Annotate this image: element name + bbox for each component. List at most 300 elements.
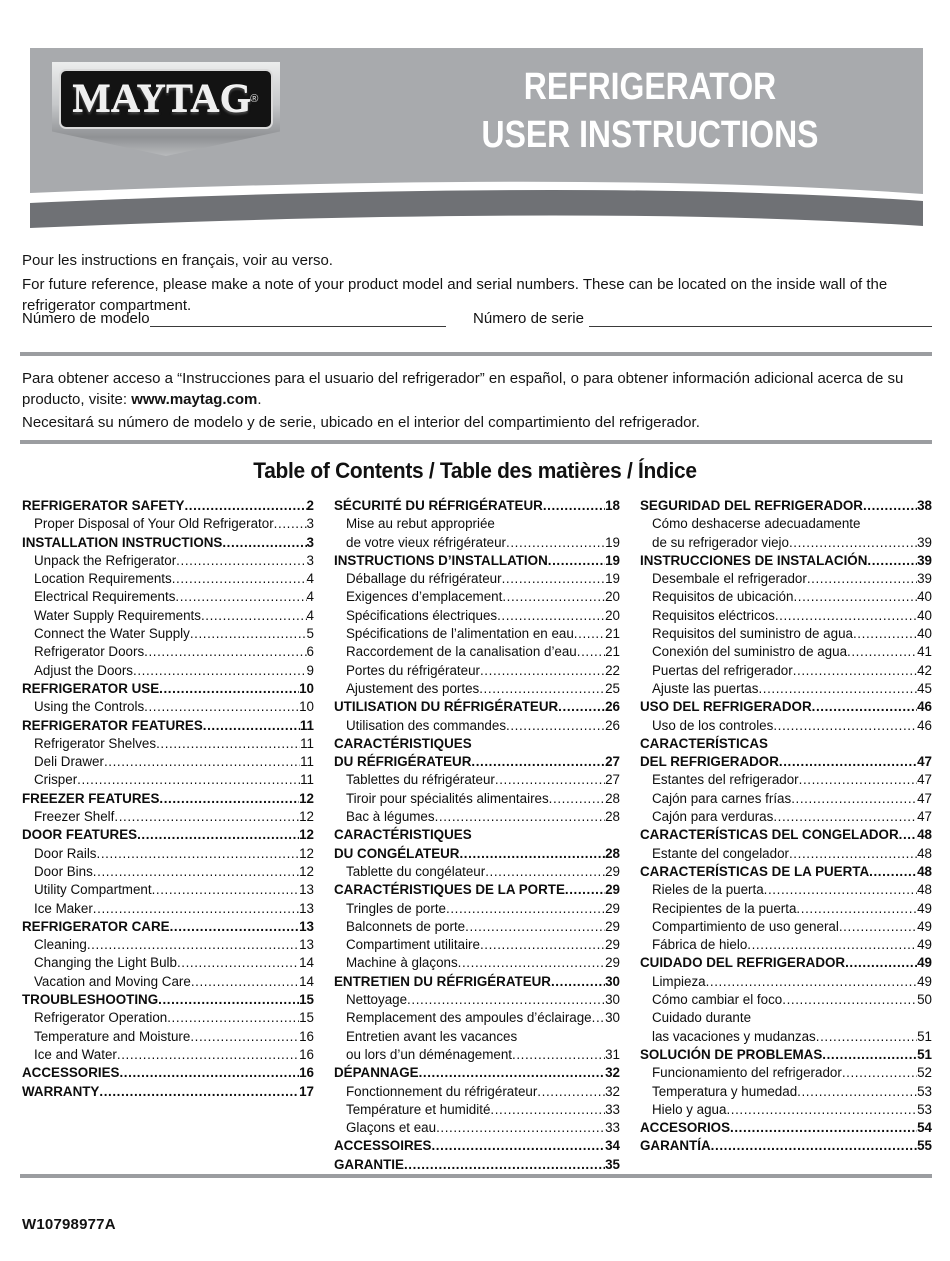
toc-sub-entry <box>334 607 620 625</box>
toc-entry-label: de su refrigerador viejo <box>652 534 789 550</box>
toc-sub-entry <box>22 552 314 570</box>
toc-page-number: 40 <box>917 607 932 623</box>
toc-sub-entry <box>334 588 620 606</box>
toc-page-number: 12 <box>299 790 314 806</box>
dot-leader <box>796 900 917 918</box>
dot-leader <box>502 570 606 588</box>
future-reference-paragraph: For future reference, please make a note of your product model and serial numbers. These can be located on the inside wall of the refrigerator compartment. <box>22 276 888 314</box>
toc-entry-label: Deli Drawer <box>34 754 104 770</box>
dot-leader <box>170 918 300 936</box>
document-title <box>423 63 877 159</box>
maytag-logo-text: MAYTAG <box>71 76 251 121</box>
toc-sub-entry <box>640 771 932 789</box>
toc-entry-label: SEGURIDAD DEL REFRIGERADOR <box>640 498 863 513</box>
toc-sub-entry <box>640 1101 932 1119</box>
toc-sub-entry <box>334 1009 620 1027</box>
toc-page-number: 49 <box>917 918 932 934</box>
toc-page-number: 16 <box>299 1028 314 1044</box>
toc-entry-label: Cajón para carnes frías <box>652 790 792 806</box>
toc-entry-label: CARACTÉRISTIQUES DE LA PORTE <box>334 882 565 898</box>
document-title-line1: REFRIGERATOR <box>523 66 777 108</box>
toc-entry-line2 <box>346 1046 620 1064</box>
toc-sub-entry <box>22 1009 314 1027</box>
toc-sub-entry <box>334 662 620 680</box>
dot-leader <box>548 552 605 570</box>
toc-section-entry <box>22 534 314 552</box>
dot-leader <box>816 1028 917 1046</box>
serial-number-field <box>473 308 932 327</box>
toc-page-number: 32 <box>605 1065 620 1081</box>
toc-sub-entry <box>640 643 932 661</box>
toc-entry-label: Recipientes de la puerta <box>652 900 797 916</box>
toc-page-number: 48 <box>917 863 932 879</box>
toc-entry-label: ACCESORIOS <box>640 1120 731 1136</box>
toc-entry-label: Temperature and Moisture <box>34 1028 191 1044</box>
toc-sub-entry <box>640 515 932 552</box>
toc-section-entry <box>334 1156 620 1174</box>
toc-section-entry <box>640 1119 932 1137</box>
dot-leader <box>565 881 605 899</box>
dot-leader <box>97 845 300 863</box>
toc-entry-line2 <box>652 1028 932 1046</box>
toc-sub-entry <box>334 643 620 661</box>
toc-page-number: 10 <box>299 699 314 715</box>
toc-page-number: 17 <box>299 1083 314 1099</box>
toc-page-number: 49 <box>917 973 932 989</box>
toc-entry-label: Estantes del refrigerador <box>652 772 799 788</box>
toc-page-number: 5 <box>306 626 314 642</box>
toc-section-entry <box>334 973 620 991</box>
dot-leader <box>779 753 917 771</box>
dot-leader <box>773 717 917 735</box>
toc-entry-line1: CARACTÉRISTIQUES <box>334 827 472 843</box>
toc-entry-label: Temperatura y humedad <box>652 1083 798 1099</box>
toc-entry-label: INSTRUCTIONS D’INSTALLATION <box>334 552 548 568</box>
toc-entry-label: Adjust the Doors <box>34 662 133 678</box>
dot-leader <box>479 680 605 698</box>
dot-leader <box>543 497 605 515</box>
dot-leader <box>822 1046 917 1064</box>
toc-sub-entry <box>334 1119 620 1137</box>
toc-page-number: 41 <box>917 644 932 660</box>
toc-sub-entry <box>334 808 620 826</box>
toc-page-number: 28 <box>605 790 620 806</box>
toc-section-entry <box>22 497 314 515</box>
toc-section-entry <box>334 497 620 515</box>
toc-section-entry <box>334 881 620 899</box>
toc-section-entry <box>640 954 932 972</box>
toc-sub-entry <box>640 845 932 863</box>
toc-page-number: 4 <box>306 607 314 623</box>
dot-leader <box>191 973 299 991</box>
toc-page-number: 18 <box>605 498 620 513</box>
toc-page-number: 29 <box>605 882 620 898</box>
toc-entry-label: Desembale el refrigerador <box>652 571 807 587</box>
toc-sub-entry <box>22 625 314 643</box>
toc-section-entry <box>22 918 314 936</box>
dot-leader <box>574 625 605 643</box>
toc-sub-entry <box>22 735 314 753</box>
toc-entry-line1: Cuidado durante <box>652 1010 752 1026</box>
toc-sub-entry <box>640 588 932 606</box>
toc-sub-entry <box>22 771 314 789</box>
toc-page-number: 20 <box>605 589 620 605</box>
toc-section-entry <box>640 552 932 570</box>
toc-entry-label: ENTRETIEN DU RÉFRIGÉRATEUR <box>334 973 551 989</box>
toc-section-entry <box>22 826 314 844</box>
dot-leader <box>167 1009 299 1027</box>
dot-leader <box>789 534 917 552</box>
toc-page-number: 13 <box>299 937 314 953</box>
toc-entry-line2 <box>334 845 620 863</box>
toc-entry-label: ou lors d’un déménagement <box>346 1046 513 1062</box>
dot-leader <box>93 900 299 918</box>
maytag-logo <box>52 62 280 156</box>
dot-leader <box>842 1064 917 1082</box>
dot-leader <box>791 790 917 808</box>
toc-page-number: 13 <box>299 918 314 934</box>
toc-entry-label: DÉPANNAGE <box>334 1065 419 1081</box>
toc-entry-label: Fábrica de hielo <box>652 937 748 953</box>
toc-page-number: 9 <box>306 662 314 678</box>
toc-entry-label: Funcionamiento del refrigerador <box>652 1065 842 1081</box>
toc-page-number: 29 <box>605 955 620 971</box>
dot-leader <box>119 1064 299 1082</box>
document-part-number: W10798977A <box>22 1216 116 1233</box>
dot-leader <box>177 954 299 972</box>
toc-section-entry <box>640 698 932 716</box>
toc-section-entry <box>22 1064 314 1082</box>
toc-entry-label: Unpack the Refrigerator <box>34 552 177 568</box>
toc-page-number: 10 <box>299 680 314 696</box>
toc-sub-entry <box>334 790 620 808</box>
toc-title: Table of Contents / Table des matières / Índice <box>253 458 697 483</box>
toc-page-number: 15 <box>299 992 314 1008</box>
dot-leader <box>512 1046 605 1064</box>
toc-sub-entry <box>22 698 314 716</box>
toc-entry-label: Spécifications de l’alimentation en eau <box>346 626 574 642</box>
toc-entry-label: Compartimiento de uso general <box>652 918 839 934</box>
toc-sub-entry <box>640 808 932 826</box>
toc-sub-entry <box>640 1083 932 1101</box>
toc-section-entry <box>22 680 314 698</box>
toc-entry-label: Cómo cambiar el foco <box>652 992 783 1008</box>
toc-entry-label: Electrical Requirements <box>34 589 176 605</box>
dot-leader <box>758 680 917 698</box>
toc-sub-entry <box>334 570 620 588</box>
toc-entry-label: ACCESSORIES <box>22 1065 120 1081</box>
toc-entry-label: Utility Compartment <box>34 882 152 898</box>
dot-leader <box>458 954 605 972</box>
toc-sub-entry <box>640 900 932 918</box>
maytag-logo-plate <box>59 69 273 129</box>
toc-entry-label: Utilisation des commandes <box>346 717 507 733</box>
toc-sub-entry <box>22 662 314 680</box>
toc-entry-label: Refrigerator Shelves <box>34 735 157 751</box>
dot-leader <box>190 625 307 643</box>
toc-page-number: 47 <box>917 772 932 788</box>
toc-entry-label: Ajuste las puertas <box>652 680 759 696</box>
dot-leader <box>793 588 917 606</box>
dot-leader <box>201 607 307 625</box>
toc-page-number: 45 <box>917 680 932 696</box>
dot-leader <box>863 497 917 515</box>
toc-section-entry <box>640 1137 932 1155</box>
toc-entry-label: las vacaciones y mudanzas <box>652 1028 816 1044</box>
toc-entry-label: CUIDADO DEL REFRIGERADOR <box>640 955 846 971</box>
toc-sub-entry <box>640 607 932 625</box>
toc-sub-entry <box>22 607 314 625</box>
dot-leader <box>558 698 605 716</box>
toc-entry-label: Vacation and Moving Care <box>34 973 191 989</box>
toc-page-number: 12 <box>299 845 314 861</box>
dot-leader <box>176 552 306 570</box>
toc-page-number: 28 <box>605 845 620 861</box>
toc-entry-label: Portes du réfrigérateur <box>346 662 480 678</box>
toc-entry-label: Balconnets de porte <box>346 918 466 934</box>
toc-entry-label: REFRIGERATOR USE <box>22 680 160 696</box>
maytag-website-text: www.maytag.com <box>131 391 258 408</box>
toc-page-number: 46 <box>917 699 932 715</box>
toc-page-number: 16 <box>299 1046 314 1062</box>
toc-page-number: 2 <box>306 498 314 513</box>
toc-sub-entry <box>334 991 620 1009</box>
toc-sub-entry <box>22 881 314 899</box>
toc-page-number: 31 <box>605 1046 620 1062</box>
toc-entry-label: Requisitos eléctricos <box>652 607 775 623</box>
toc-entry-line1: Entretien avant les vacances <box>346 1028 518 1044</box>
toc-sub-entry <box>334 515 620 552</box>
toc-section-entry <box>22 790 314 808</box>
toc-sub-entry <box>334 1083 620 1101</box>
dot-leader <box>577 643 605 661</box>
toc-page-number: 13 <box>299 882 314 898</box>
dot-leader <box>485 863 605 881</box>
dot-leader <box>853 625 917 643</box>
horizontal-divider <box>20 440 932 444</box>
dot-leader <box>799 771 917 789</box>
dot-leader <box>869 863 917 881</box>
toc-sub-entry <box>22 643 314 661</box>
toc-column-english <box>22 497 314 1101</box>
dot-leader <box>156 735 300 753</box>
toc-page-number: 11 <box>300 772 314 788</box>
dot-leader <box>711 1137 917 1155</box>
toc-page-number: 39 <box>917 552 932 568</box>
toc-entry-line2 <box>640 753 932 771</box>
toc-sub-entry <box>22 570 314 588</box>
toc-page-number: 48 <box>917 882 932 898</box>
toc-page-number: 39 <box>917 534 932 550</box>
toc-page-number: 32 <box>605 1083 620 1099</box>
toc-page-number: 11 <box>300 754 314 770</box>
toc-entry-label: CARACTERÍSTICAS DEL CONGELADOR <box>640 827 899 843</box>
dot-leader <box>446 900 605 918</box>
toc-section-entry <box>640 863 932 881</box>
dot-leader <box>159 680 299 698</box>
toc-page-number: 29 <box>605 900 620 916</box>
toc-page-number: 12 <box>299 809 314 825</box>
toc-sub-entry <box>334 954 620 972</box>
model-number-field <box>22 308 446 327</box>
header-dark-band <box>30 190 923 228</box>
toc-sub-entry <box>640 918 932 936</box>
toc-page-number: 40 <box>917 626 932 642</box>
toc-page-number: 19 <box>605 552 620 568</box>
toc-page-number: 11 <box>300 735 314 751</box>
dot-leader <box>274 515 307 533</box>
toc-page-number: 47 <box>917 754 932 770</box>
toc-sub-entry <box>22 973 314 991</box>
toc-entry-label: Hielo y agua <box>652 1101 727 1117</box>
toc-page-number: 35 <box>605 1156 620 1172</box>
dot-leader <box>793 662 917 680</box>
toc-page-number: 49 <box>917 955 932 971</box>
toc-page-number: 27 <box>605 772 620 788</box>
dot-leader <box>93 863 299 881</box>
toc-page-number: 3 <box>306 516 314 532</box>
dot-leader <box>471 753 605 771</box>
toc-page-number: 30 <box>605 1010 620 1026</box>
spanish-serial-note: Necesitará su número de modelo y de serie, ubicado en el interior del compartimiento del refrigerador. <box>22 414 700 431</box>
toc-section-entry <box>334 735 620 772</box>
toc-sub-entry <box>334 717 620 735</box>
toc-entry-label: Tringles de porte <box>346 900 446 916</box>
toc-sub-entry <box>334 1028 620 1065</box>
dot-leader <box>114 808 299 826</box>
dot-leader <box>495 771 605 789</box>
toc-entry-label: DU CONGÉLATEUR <box>334 845 460 861</box>
toc-page-number: 14 <box>299 955 314 971</box>
toc-entry-label: REFRIGERATOR CARE <box>22 918 170 934</box>
dot-leader <box>117 1046 299 1064</box>
dot-leader <box>782 991 917 1009</box>
toc-section-entry <box>640 497 932 515</box>
dot-leader <box>847 643 917 661</box>
toc-entry-label: Water Supply Requirements <box>34 607 201 623</box>
dot-leader <box>497 607 605 625</box>
toc-entry-label: REFRIGERATOR SAFETY <box>22 498 185 513</box>
dot-leader <box>899 826 917 844</box>
dot-leader <box>144 698 299 716</box>
dot-leader <box>537 1083 605 1101</box>
toc-entry-label: Requisitos del suministro de agua <box>652 626 853 642</box>
dot-leader <box>133 662 307 680</box>
toc-entry-label: TROUBLESHOOTING <box>22 992 159 1008</box>
dot-leader <box>789 845 917 863</box>
toc-page-number: 49 <box>917 937 932 953</box>
dot-leader <box>845 954 917 972</box>
toc-entry-label: WARRANTY <box>22 1083 100 1099</box>
toc-sub-entry <box>640 881 932 899</box>
toc-section-entry <box>334 1137 620 1155</box>
document-title-line2: USER INSTRUCTIONS <box>481 114 819 156</box>
toc-entry-label: Exigences d’emplacement <box>346 589 503 605</box>
toc-sub-entry <box>334 936 620 954</box>
toc-page-number: 53 <box>917 1101 932 1117</box>
toc-entry-label: Connect the Water Supply <box>34 626 190 642</box>
dot-leader <box>480 662 605 680</box>
dot-leader <box>190 1028 299 1046</box>
toc-entry-label: ACCESSOIRES <box>334 1138 432 1154</box>
dot-leader <box>104 753 300 771</box>
toc-section-entry <box>334 1064 620 1082</box>
toc-entry-label: Température et humidité <box>346 1101 491 1117</box>
toc-entry-label: REFRIGERATOR FEATURES <box>22 717 203 733</box>
toc-sub-entry <box>22 808 314 826</box>
toc-column-french <box>334 497 620 1174</box>
toc-entry-label: Refrigerator Doors <box>34 644 145 660</box>
toc-sub-entry <box>334 1101 620 1119</box>
toc-page-number: 47 <box>917 809 932 825</box>
toc-sub-entry <box>640 991 932 1009</box>
toc-page-number: 42 <box>917 662 932 678</box>
toc-entry-label: Ice Maker <box>34 900 93 916</box>
toc-sub-entry <box>640 973 932 991</box>
toc-page-number: 3 <box>306 534 314 550</box>
toc-sub-entry <box>334 771 620 789</box>
serial-number-label: Número de serie <box>473 310 584 327</box>
toc-entry-label: Tablettes du réfrigérateur <box>346 772 495 788</box>
toc-page-number: 48 <box>917 845 932 861</box>
toc-entry-label: INSTALLATION INSTRUCTIONS <box>22 534 223 550</box>
dot-leader <box>77 771 300 789</box>
toc-entry-label: Cleaning <box>34 937 87 953</box>
toc-page-number: 39 <box>917 571 932 587</box>
toc-entry-label: INSTRUCCIONES DE INSTALACIÓN <box>640 552 868 568</box>
toc-entry-label: Déballage du réfrigérateur <box>346 571 502 587</box>
dot-leader <box>592 1009 605 1027</box>
toc-page-number: 28 <box>605 809 620 825</box>
toc-entry-label: Glaçons et eau <box>346 1120 437 1136</box>
dot-leader <box>506 717 605 735</box>
toc-entry-label: Rieles de la puerta <box>652 882 764 898</box>
dot-leader <box>419 1064 606 1082</box>
toc-entry-label: Door Bins <box>34 863 93 879</box>
toc-page-number: 50 <box>917 992 932 1008</box>
toc-entry-label: Uso de los controles <box>652 717 774 733</box>
toc-sub-entry <box>640 1009 932 1046</box>
toc-page-number: 27 <box>605 754 620 770</box>
dot-leader <box>222 534 306 552</box>
toc-entry-label: Proper Disposal of Your Old Refrigerator <box>34 516 274 532</box>
dot-leader <box>549 790 605 808</box>
toc-entry-line1: Mise au rebut appropriée <box>346 516 495 532</box>
toc-sub-entry <box>640 662 932 680</box>
toc-page-number: 29 <box>605 863 620 879</box>
toc-entry-label: Refrigerator Operation <box>34 1010 168 1026</box>
toc-page-number: 25 <box>605 680 620 696</box>
toc-page-number: 30 <box>605 973 620 989</box>
toc-entry-label: SÉCURITÉ DU RÉFRIGÉRATEUR <box>334 498 543 513</box>
toc-entry-label: de votre vieux réfrigérateur <box>346 534 507 550</box>
toc-page-number: 11 <box>299 717 314 733</box>
toc-entry-label: Tiroir pour spécialités alimentaires <box>346 790 549 806</box>
dot-leader <box>407 991 605 1009</box>
toc-page-number: 21 <box>605 626 620 642</box>
dot-leader <box>465 918 605 936</box>
toc-entry-label: Door Rails <box>34 845 97 861</box>
toc-sub-entry <box>640 1064 932 1082</box>
toc-sub-entry <box>22 1028 314 1046</box>
toc-entry-label: GARANTIE <box>334 1156 404 1172</box>
toc-sub-entry <box>334 680 620 698</box>
toc-entry-label: Estante del congelador <box>652 845 789 861</box>
toc-entry-label: UTILISATION DU RÉFRIGÉRATEUR <box>334 699 559 715</box>
toc-entry-label: Spécifications électriques <box>346 607 498 623</box>
toc-sub-entry <box>640 680 932 698</box>
toc-entry-label: CARACTERÍSTICAS DE LA PUERTA <box>640 863 870 879</box>
